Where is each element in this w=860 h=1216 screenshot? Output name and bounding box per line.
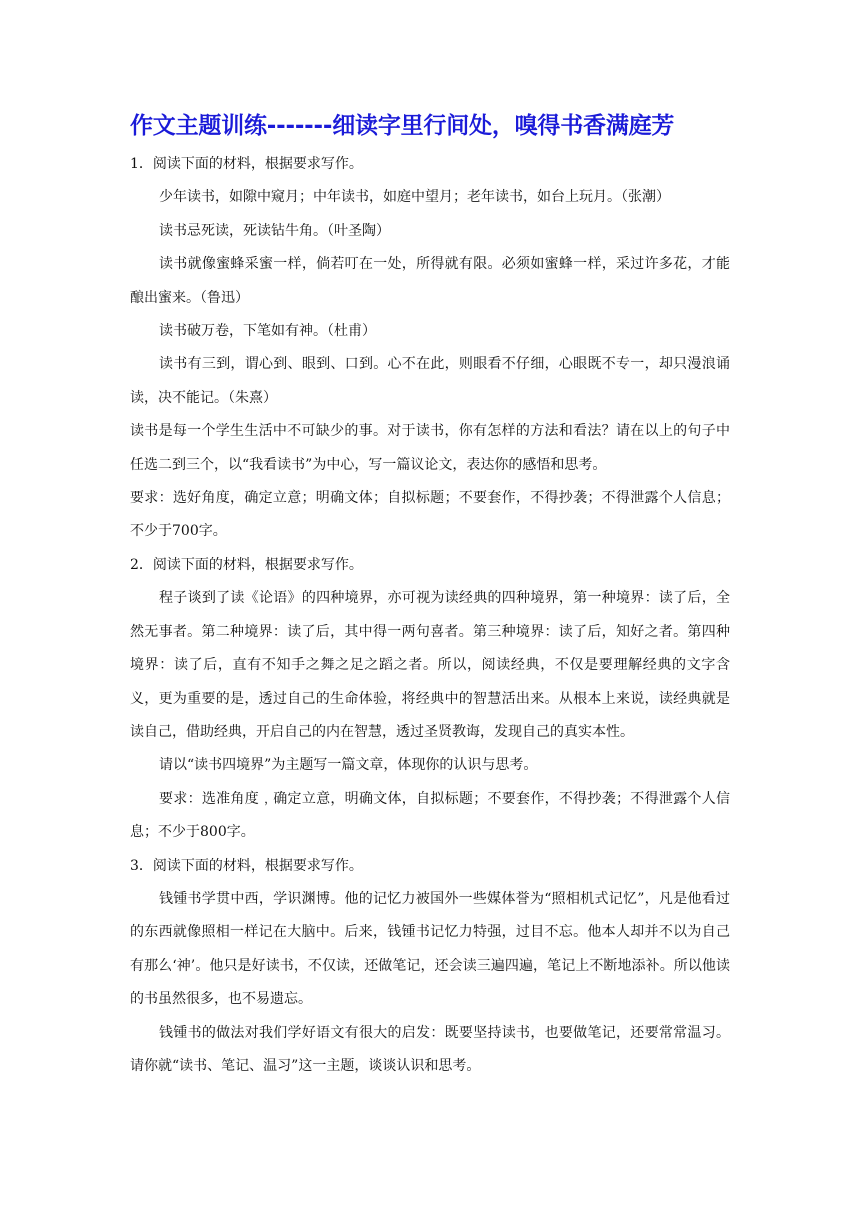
writing-prompt: 请以“读书四境界”为主题写一篇文章，体现你的认识与思考。 xyxy=(159,757,538,774)
writing-requirement: 要求：选好角度，确定立意；明确文体；自拟标题；不要套作，不得抄袭；不得泄露个人信息；不少于700字。 xyxy=(130,490,730,540)
writing-prompt: 钱锺书的做法对我们学好语文有很大的启发：既要坚持读书，也要做笔记，还要常常温习。请你就“读书、笔记、温习”这一主题，谈谈认识和思考。 xyxy=(130,1024,730,1074)
material-text: 钱锺书学贯中西，学识渊博。他的记忆力被国外一些媒体誉为“照相机式记忆”，凡是他看过的东西就像照相一样记在大脑中。后来，钱锺书记忆力特强，过目不忘。他本人却并不以为自己有那么‘神’。他只是好读书，不仅读，还做笔记，还会读三遍四遍，笔记上不断地添补。所以他读的书虽然很多，也不易遗忘。 xyxy=(130,890,730,1008)
material-quote: 读书就像蜜蜂采蜜一样，倘若叮在一处，所得就有限。必须如蜜蜂一样，采过许多花，才能酿出蜜来。（鲁迅） xyxy=(130,256,730,306)
material-quote: 少年读书，如隙中窥月；中年读书，如庭中望月；老年读书，如台上玩月。（张潮） xyxy=(159,189,670,206)
question-heading: 1．阅读下面的材料，根据要求写作。 xyxy=(130,156,363,172)
material-quote: 读书有三到，谓心到、眼到、口到。心不在此，则眼看不仔细，心眼既不专一，却只漫浪诵读，决不能记。（朱熹） xyxy=(130,356,730,406)
question-1 xyxy=(130,148,730,549)
material-text: 程子谈到了读《论语》的四种境界，亦可视为读经典的四种境界，第一种境界：读了后，全然无事者。第二种境界：读了后，其中得一两句喜者。第三种境界：读了后，知好之者。第四种境界：读了后，直有不知手之舞之足之蹈之者。所以，阅读经典，不仅是要理解经典的文字含义，更为重要的是，透过自己的生命体验，将经典中的智慧活出来。从根本上来说，读经典就是读自己，借助经典，开启自己的内在智慧，透过圣贤教诲，发现自己的真实本性。 xyxy=(130,590,730,740)
material-quote: 读书破万卷，下笔如有神。（杜甫） xyxy=(159,323,376,340)
question-heading: 3．阅读下面的材料，根据要求写作。 xyxy=(130,857,363,874)
question-heading: 2．阅读下面的材料，根据要求写作。 xyxy=(130,556,363,573)
question-2 xyxy=(130,549,730,850)
material-quote: 读书忌死读，死读钻牛角。（叶圣陶） xyxy=(159,222,390,239)
writing-requirement: 要求：选准角度﹐确定立意，明确文体，自拟标题；不要套作，不得抄袭；不得泄露个人信息；不少于800字。 xyxy=(130,790,730,841)
writing-prompt: 读书是每一个学生生活中不可缺少的事。对于读书，你有怎样的方法和看法？请在以上的句子中任选二到三个，以“我看读书”为中心，写一篇议论文，表达你的感悟和思考。 xyxy=(130,423,730,473)
document-page xyxy=(130,108,730,1083)
question-3 xyxy=(130,850,730,1084)
document-title: 作文主题训练-------细读字里行间处，嗅得书香满庭芳 xyxy=(130,113,675,139)
